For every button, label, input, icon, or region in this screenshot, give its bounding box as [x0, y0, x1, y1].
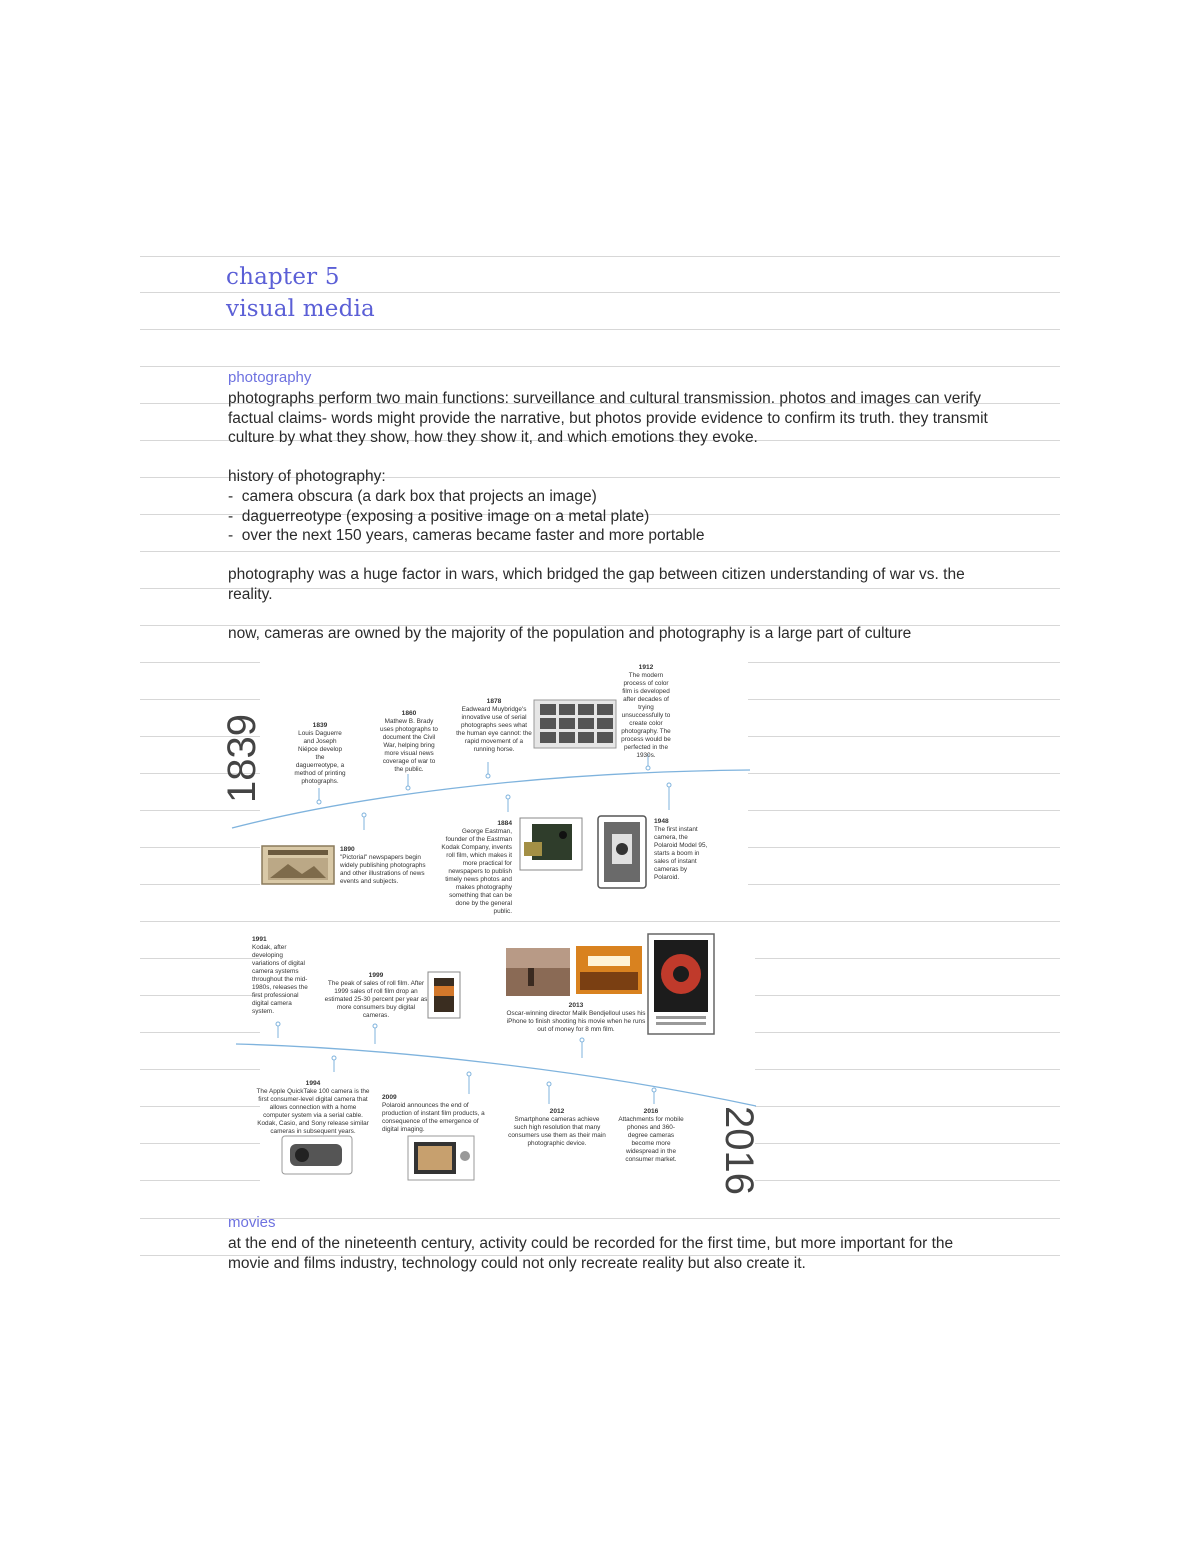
timeline-event — [508, 1108, 606, 1148]
event-text: Oscar-winning director Malik Bendjelloul uses his iPhone to finish shooting his movie when he runs out of money for 8 mm film. — [506, 1010, 646, 1033]
event-text: George Eastman, founder of the Eastman Kodak Company, invents roll film, which makes it more practical for newspapers to publish timely news photos and makes photography something that can be done by the general public. — [441, 828, 512, 915]
timeline-event — [654, 818, 710, 882]
event-year: 1890 — [340, 846, 355, 853]
event-year: 1994 — [305, 1080, 321, 1087]
rule-line — [755, 1032, 1060, 1033]
timeline-pin — [332, 1056, 336, 1060]
section-heading-movies: movies — [228, 1214, 276, 1231]
event-text: The peak of sales of roll film. After 1999 sales of roll film drop an estimated 25-30 percent per year as more consumers buy digital cameras. — [324, 980, 428, 1019]
timeline-pin — [506, 795, 510, 799]
timeline-pin — [667, 783, 671, 787]
timeline-pin — [547, 1082, 551, 1086]
event-text: "Pictorial" newspapers begin widely publishing photographs and other illustrations of news events and subjects. — [340, 854, 426, 885]
rule-line — [140, 1218, 1060, 1219]
event-year: 1991 — [252, 936, 267, 943]
timeline-start-year: 1839 — [219, 714, 264, 803]
rule-line — [140, 329, 1060, 330]
timeline-end-year: 2016 — [716, 1106, 761, 1195]
timeline-pin — [467, 1072, 471, 1076]
rule-line — [755, 1180, 1060, 1181]
timeline-event — [256, 1080, 370, 1136]
rule-line — [748, 773, 1060, 774]
timeline-event — [252, 936, 308, 1016]
event-text: The modern process of color film is developed after decades of trying unsuccessfully to create color photography. The process would be perfected in the 1930s. — [621, 672, 671, 759]
rule-line — [755, 958, 1060, 959]
event-text: Attachments for mobile phones and 360-degree cameras become more widespread in the consumer market. — [618, 1116, 684, 1163]
chapter-title: visual media — [226, 296, 375, 322]
timeline-pin — [580, 1038, 584, 1042]
event-text: Kodak, after developing variations of digital camera systems throughout the mid-1980s, releases the first professional digital camera system. — [252, 944, 308, 1015]
event-year: 2013 — [568, 1002, 584, 1009]
event-year: 1912 — [638, 664, 654, 671]
event-year: 1839 — [312, 722, 328, 729]
film-roll-image — [428, 972, 460, 1018]
rule-line — [748, 810, 1060, 811]
event-year: 1860 — [401, 710, 417, 717]
photography-intro: photographs perform two main functions: surveillance and cultural transmission. photos and images can verify factual claims- words might provide the narrative, but photos provide evidence to confirm its truth. they transmit culture by what they show, how they show it, and which emotions they evoke. — [228, 390, 988, 447]
timeline-event — [440, 820, 512, 916]
event-year: 2012 — [549, 1108, 565, 1115]
timeline-event — [378, 710, 440, 774]
section-heading-photography: photography — [228, 369, 312, 386]
timeline-pin — [652, 1088, 656, 1092]
rule-line — [755, 1106, 1060, 1107]
timeline-event — [340, 846, 426, 886]
rule-line — [748, 884, 1060, 885]
event-year: 1884 — [497, 820, 512, 827]
timeline-event — [382, 1094, 488, 1134]
timeline-pin — [373, 1024, 377, 1028]
event-text: Mathew B. Brady uses photographs to document the Civil War, helping bring more visual news coverage of war to the public. — [380, 718, 438, 773]
event-text: The first instant camera, the Polaroid Model 95, starts a boom in sales of instant cameras by Polaroid. — [654, 826, 708, 881]
rule-line — [140, 921, 1060, 922]
event-year: 2009 — [382, 1094, 397, 1101]
chapter-number: chapter 5 — [226, 264, 340, 290]
polaroid-camera-image — [598, 816, 646, 888]
photography-section — [228, 389, 1008, 644]
timeline-1839-1948 — [219, 660, 758, 915]
event-text: Eadweard Muybridge's innovative use of serial photographs sees what the human eye cannot: the rapid movement of a running horse. — [456, 706, 532, 753]
timeline-pin — [362, 813, 366, 817]
horse-motion-grid-image — [534, 700, 616, 748]
timeline-pin — [646, 766, 650, 770]
event-year: 1878 — [486, 698, 502, 705]
timeline-pin — [406, 786, 410, 790]
event-text: Polaroid announces the end of production of instant film products, a consequence of the emergence of digital imaging. — [382, 1102, 485, 1133]
list-item: - camera obscura (a dark box that projects an image) — [228, 487, 1008, 507]
timeline-event — [506, 1002, 646, 1034]
kodak-camera-image — [520, 818, 582, 870]
rule-line — [748, 699, 1060, 700]
timeline-event — [618, 664, 674, 760]
list-item: - over the next 150 years, cameras became faster and more portable — [228, 526, 1008, 546]
rule-line — [140, 366, 1060, 367]
movie-still-image — [506, 948, 570, 996]
rule-line — [140, 256, 1060, 257]
timeline-pin — [317, 800, 321, 804]
history-list — [228, 487, 1008, 546]
event-year: 1999 — [368, 972, 384, 979]
rule-line — [755, 1069, 1060, 1070]
event-text: Louis Daguerre and Joseph Niépce develop the daguerreotype, a method of printing photographs. — [294, 730, 346, 785]
now-paragraph: now, cameras are owned by the majority of the population and photography is a large part of culture — [228, 625, 912, 643]
list-item: - daguerreotype (exposing a positive image on a metal plate) — [228, 507, 1008, 527]
rule-line — [748, 662, 1060, 663]
quicktake-camera-image — [282, 1136, 352, 1174]
rule-line — [748, 847, 1060, 848]
timeline-pin — [486, 774, 490, 778]
timeline-pin — [276, 1022, 280, 1026]
event-text: The Apple QuickTake 100 camera is the first consumer-level digital camera that allows connection with a home computer system via a serial cable. Kodak, Casio, and Sony release similar cameras in subsequent years. — [256, 1088, 370, 1135]
event-year: 1948 — [654, 818, 669, 825]
pictorial-newspaper-image — [262, 846, 334, 884]
movies-paragraph: at the end of the nineteenth century, activity could be recorded for the first time, but more important for the movie and films industry, technology could not only recreate reality but also create it. — [228, 1235, 954, 1272]
event-text: Smartphone cameras achieve such high resolution that many consumers use them as their main photographic device. — [508, 1116, 606, 1147]
rule-line — [748, 736, 1060, 737]
rule-line — [755, 1143, 1060, 1144]
history-label: history of photography: — [228, 468, 386, 486]
timeline-event — [456, 698, 532, 754]
timeline-event — [618, 1108, 684, 1164]
movie-poster-image — [576, 946, 642, 994]
timeline-event — [324, 972, 428, 1020]
timeline-1991-2016 — [228, 930, 761, 1195]
rule-line — [755, 995, 1060, 996]
rule-line — [140, 292, 1060, 293]
ipad-poster-image — [648, 934, 714, 1034]
event-year: 2016 — [643, 1108, 659, 1115]
polaroid-instant-image — [408, 1136, 474, 1180]
wars-paragraph: photography was a huge factor in wars, which bridged the gap between citizen understanding of war vs. the reality. — [228, 566, 965, 603]
timeline-event — [294, 722, 346, 786]
